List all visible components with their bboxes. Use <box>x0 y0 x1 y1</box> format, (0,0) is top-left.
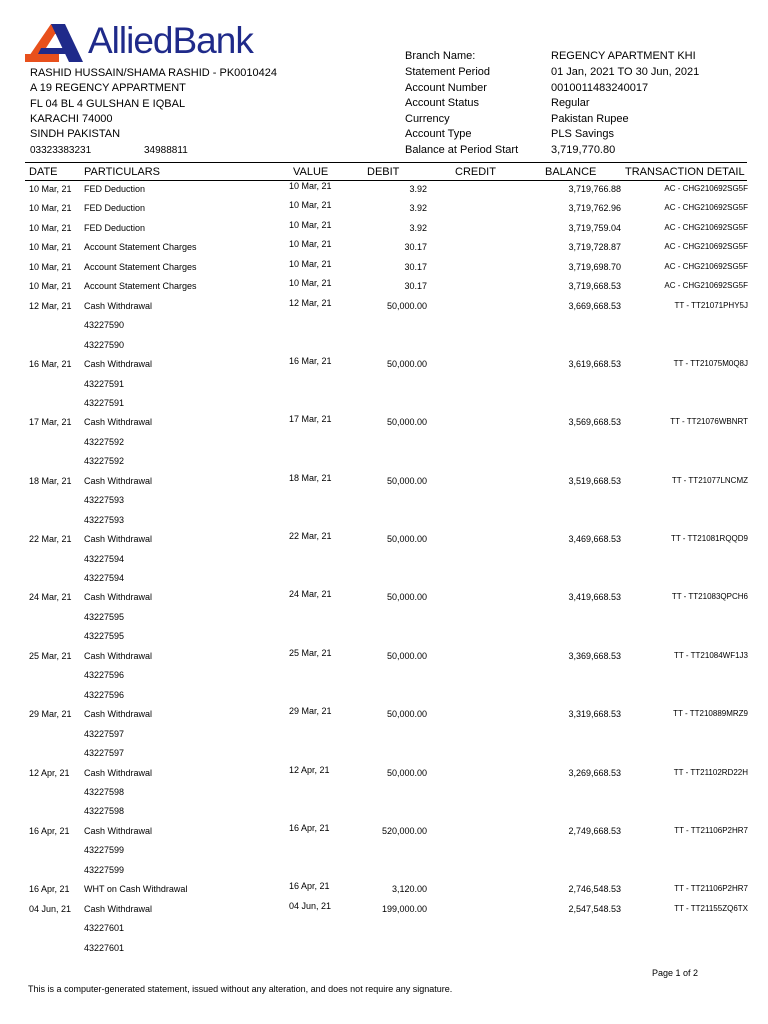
table-row <box>0 356 768 378</box>
row-balance: 3,569,668.53 <box>568 417 621 428</box>
row-balance: 3,719,759.04 <box>568 222 621 233</box>
table-row <box>0 297 768 320</box>
table-row <box>0 690 768 709</box>
table-row <box>0 923 768 942</box>
table-row <box>0 573 768 592</box>
row-debit: 50,000.00 <box>386 709 427 720</box>
row-particulars: Account Statement Charges <box>84 261 197 272</box>
table-row <box>0 900 768 923</box>
row-particulars: FED Deduction <box>84 203 146 214</box>
row-date: 12 Apr, 21 <box>29 767 70 778</box>
table-row <box>0 414 768 436</box>
row-debit: 50,000.00 <box>386 650 427 661</box>
col-header-debit: DEBIT <box>367 166 400 178</box>
table-row <box>0 787 768 806</box>
row-date: 16 Apr, 21 <box>29 825 70 836</box>
row-particulars: Cash Withdrawal <box>84 767 153 778</box>
row-date: 24 Mar, 21 <box>29 592 72 603</box>
row-debit: 50,000.00 <box>386 475 427 486</box>
bank-name: AlliedBank <box>88 20 253 61</box>
header-top-rule <box>25 162 747 163</box>
table-row <box>0 748 768 767</box>
row-debit: 30.17 <box>404 242 427 253</box>
col-header-date: DATE <box>29 166 58 178</box>
row-particulars: 43227595 <box>84 611 125 622</box>
customer-address-line3: KARACHI 74000 <box>30 113 113 125</box>
table-row <box>0 865 768 884</box>
customer-address-line2: FL 04 BL 4 GULSHAN E IQBAL <box>30 98 186 110</box>
col-header-balance: BALANCE <box>545 166 597 178</box>
customer-phone2: 34988811 <box>144 145 188 156</box>
row-debit: 50,000.00 <box>386 417 427 428</box>
row-debit: 30.17 <box>404 281 427 292</box>
row-balance: 3,719,766.88 <box>568 184 621 194</box>
customer-address-line1: A 19 REGENCY APPARTMENT <box>30 82 186 94</box>
row-balance: 3,719,668.53 <box>568 281 621 292</box>
row-value-date: 10 Mar, 21 <box>289 278 332 289</box>
row-particulars: 43227596 <box>84 689 125 700</box>
table-row <box>0 239 768 261</box>
table-row <box>0 631 768 650</box>
row-value-date: 17 Mar, 21 <box>289 414 332 425</box>
bank-logo <box>25 22 265 68</box>
row-debit: 30.17 <box>404 261 427 272</box>
row-date: 10 Mar, 21 <box>29 281 72 292</box>
row-date: 10 Mar, 21 <box>29 222 72 233</box>
row-balance: 2,547,548.53 <box>568 903 621 914</box>
row-particulars: Cash Withdrawal <box>84 825 153 836</box>
row-balance: 3,619,668.53 <box>568 359 621 370</box>
row-value-date: 10 Mar, 21 <box>289 219 332 230</box>
row-particulars: 43227598 <box>84 786 125 797</box>
row-value-date: 24 Mar, 21 <box>289 589 332 600</box>
header-bottom-rule <box>25 180 747 181</box>
row-date: 16 Mar, 21 <box>29 359 72 370</box>
row-date: 22 Mar, 21 <box>29 534 72 545</box>
row-value-date: 16 Apr, 21 <box>289 822 330 833</box>
table-row <box>0 495 768 514</box>
row-date: 12 Mar, 21 <box>29 300 72 311</box>
table-row <box>0 943 768 962</box>
row-particulars: 43227591 <box>84 378 125 389</box>
row-balance: 3,719,698.70 <box>568 261 621 272</box>
table-row <box>0 379 768 398</box>
row-balance: 3,719,762.96 <box>568 203 621 214</box>
row-value-date: 10 Mar, 21 <box>289 239 332 250</box>
row-value-date: 29 Mar, 21 <box>289 706 332 717</box>
table-row <box>0 258 768 281</box>
row-date: 10 Mar, 21 <box>29 261 72 272</box>
table-row <box>0 764 768 787</box>
row-balance: 3,719,728.87 <box>568 242 621 253</box>
row-particulars: 43227595 <box>84 631 125 642</box>
row-particulars: 43227596 <box>84 670 125 681</box>
row-particulars: 43227593 <box>84 495 125 506</box>
table-row <box>0 531 768 553</box>
row-particulars: FED Deduction <box>84 184 146 194</box>
col-header-credit: CREDIT <box>455 166 496 178</box>
row-particulars: FED Deduction <box>84 222 146 233</box>
row-balance: 3,469,668.53 <box>568 534 621 545</box>
row-value-date: 10 Mar, 21 <box>289 181 332 191</box>
row-particulars: 43227594 <box>84 553 125 564</box>
row-particulars: 43227597 <box>84 748 125 759</box>
row-date: 10 Mar, 21 <box>29 242 72 253</box>
row-balance: 3,319,668.53 <box>568 709 621 720</box>
row-date: 25 Mar, 21 <box>29 650 72 661</box>
table-row <box>0 612 768 631</box>
row-value-date: 04 Jun, 21 <box>289 900 332 911</box>
table-row <box>0 456 768 475</box>
row-value-date: 12 Apr, 21 <box>289 764 330 775</box>
table-row <box>0 219 768 242</box>
row-value-date: 10 Mar, 21 <box>289 258 332 269</box>
row-transaction-detail: TT - TT21083QPCH6 <box>671 592 748 602</box>
row-balance: 3,269,668.53 <box>568 767 621 778</box>
currency-value: Pakistan Rupee <box>551 113 629 125</box>
table-row <box>0 320 768 339</box>
table-row <box>0 589 768 611</box>
row-particulars: 43227599 <box>84 845 125 856</box>
allied-bank-logo-icon <box>25 24 87 68</box>
row-particulars: 43227594 <box>84 573 125 583</box>
row-transaction-detail: TT - TT21106P2HR7 <box>674 884 748 894</box>
row-transaction-detail: AC - CHG210692SG5F <box>664 281 748 291</box>
row-date: 18 Mar, 21 <box>29 475 72 486</box>
row-value-date: 12 Mar, 21 <box>289 297 332 308</box>
row-particulars: WHT on Cash Withdrawal <box>84 884 188 895</box>
row-particulars: Cash Withdrawal <box>84 300 153 311</box>
row-particulars: 43227598 <box>84 806 125 817</box>
account-type-value: PLS Savings <box>551 128 614 140</box>
col-header-value: VALUE <box>293 166 329 178</box>
row-particulars: Account Statement Charges <box>84 281 197 292</box>
row-particulars: 43227592 <box>84 456 125 467</box>
col-header-particulars: PARTICULARS <box>84 166 161 178</box>
account-status-label: Account Status <box>405 97 479 109</box>
row-transaction-detail: AC - CHG210692SG5F <box>664 184 748 193</box>
row-transaction-detail: TT - TT210889MRZ9 <box>673 709 748 719</box>
row-value-date: 10 Mar, 21 <box>289 200 332 211</box>
row-debit: 520,000.00 <box>381 825 427 836</box>
table-row <box>0 278 768 300</box>
row-value-date: 18 Mar, 21 <box>289 472 332 483</box>
row-debit: 50,000.00 <box>386 359 427 370</box>
row-particulars: 43227590 <box>84 320 125 331</box>
row-balance: 3,669,668.53 <box>568 300 621 311</box>
table-row <box>0 515 768 534</box>
row-particulars: 43227593 <box>84 514 125 525</box>
row-particulars: Cash Withdrawal <box>84 359 153 370</box>
row-debit: 50,000.00 <box>386 767 427 778</box>
table-row <box>0 670 768 689</box>
row-debit: 3.92 <box>409 203 427 214</box>
table-row <box>0 181 768 203</box>
row-date: 17 Mar, 21 <box>29 417 72 428</box>
table-row <box>0 729 768 748</box>
row-transaction-detail: TT - TT21076WBNRT <box>670 417 748 427</box>
row-transaction-detail: TT - TT21084WF1J3 <box>674 650 748 660</box>
col-header-transaction-detail: TRANSACTION DETAIL <box>625 166 745 178</box>
row-particulars: Cash Withdrawal <box>84 475 153 486</box>
row-particulars: Cash Withdrawal <box>84 417 153 428</box>
row-debit: 3.92 <box>409 184 427 194</box>
branch-label: Branch Name: <box>405 50 476 62</box>
row-particulars: Account Statement Charges <box>84 242 197 253</box>
row-debit: 50,000.00 <box>386 534 427 545</box>
table-row <box>0 398 768 417</box>
row-transaction-detail: AC - CHG210692SG5F <box>664 222 748 232</box>
row-date: 04 Jun, 21 <box>29 903 72 914</box>
period-value: 01 Jan, 2021 TO 30 Jun, 2021 <box>551 66 700 78</box>
period-label: Statement Period <box>405 66 490 78</box>
row-transaction-detail: TT - TT21071PHY5J <box>674 300 748 310</box>
balance-start-label: Balance at Period Start <box>405 144 519 156</box>
row-balance: 3,419,668.53 <box>568 592 621 603</box>
row-transaction-detail: AC - CHG210692SG5F <box>664 261 748 271</box>
row-transaction-detail: TT - TT21077LNCMZ <box>671 475 748 485</box>
row-particulars: Cash Withdrawal <box>84 709 153 720</box>
table-row <box>0 881 768 903</box>
table-row <box>0 340 768 359</box>
row-transaction-detail: TT - TT21106P2HR7 <box>674 825 748 835</box>
row-debit: 199,000.00 <box>381 903 427 914</box>
row-particulars: 43227601 <box>84 923 125 934</box>
row-date: 29 Mar, 21 <box>29 709 72 720</box>
account-number-label: Account Number <box>405 82 487 94</box>
row-debit: 50,000.00 <box>386 592 427 603</box>
row-value-date: 16 Mar, 21 <box>289 356 332 367</box>
row-date: 16 Apr, 21 <box>29 884 70 895</box>
table-row <box>0 706 768 728</box>
account-number-value: 0010011483240017 <box>551 82 649 94</box>
row-value-date: 22 Mar, 21 <box>289 531 332 542</box>
row-balance: 2,749,668.53 <box>568 825 621 836</box>
row-debit: 3.92 <box>409 222 427 233</box>
row-value-date: 25 Mar, 21 <box>289 647 332 658</box>
row-date: 10 Mar, 21 <box>29 203 72 214</box>
row-particulars: 43227591 <box>84 397 125 408</box>
row-value-date: 16 Apr, 21 <box>289 881 330 892</box>
table-row <box>0 845 768 864</box>
table-row <box>0 554 768 573</box>
row-transaction-detail: TT - TT21155ZQ6TX <box>674 903 748 913</box>
row-particulars: Cash Withdrawal <box>84 534 153 545</box>
balance-start-value: 3,719,770.80 <box>551 144 616 156</box>
row-particulars: 43227592 <box>84 436 125 447</box>
row-balance: 2,746,548.53 <box>568 884 621 895</box>
customer-name: RASHID HUSSAIN/SHAMA RASHID - PK0010424 <box>30 67 277 79</box>
customer-address-line4: SINDH PAKISTAN <box>30 128 121 140</box>
currency-label: Currency <box>405 113 450 125</box>
row-particulars: Cash Withdrawal <box>84 650 153 661</box>
table-row <box>0 437 768 456</box>
row-particulars: 43227597 <box>84 728 125 739</box>
row-particulars: 43227601 <box>84 942 125 953</box>
row-transaction-detail: TT - TT21075M0Q8J <box>673 359 748 369</box>
row-transaction-detail: AC - CHG210692SG5F <box>664 242 748 252</box>
row-particulars: Cash Withdrawal <box>84 592 153 603</box>
account-status-value: Regular <box>551 97 590 109</box>
table-row <box>0 647 768 670</box>
footer-note: This is a computer-generated statement, issued without any alteration, and does not require any signature. <box>28 984 453 994</box>
row-balance: 3,369,668.53 <box>568 650 621 661</box>
row-particulars: 43227590 <box>84 339 125 350</box>
row-balance: 3,519,668.53 <box>568 475 621 486</box>
customer-phone1: 03323383231 <box>30 145 92 156</box>
branch-value: REGENCY APARTMENT KHI <box>551 50 696 62</box>
page-number: Page 1 of 2 <box>652 968 699 978</box>
row-transaction-detail: TT - TT21102RD22H <box>673 767 748 777</box>
table-row <box>0 806 768 825</box>
row-debit: 50,000.00 <box>386 300 427 311</box>
row-transaction-detail: AC - CHG210692SG5F <box>664 203 748 213</box>
row-particulars: Cash Withdrawal <box>84 903 153 914</box>
table-row <box>0 822 768 845</box>
row-date: 10 Mar, 21 <box>29 184 72 194</box>
row-debit: 3,120.00 <box>391 884 427 895</box>
table-row <box>0 472 768 495</box>
account-type-label: Account Type <box>405 128 472 140</box>
row-particulars: 43227599 <box>84 864 125 875</box>
row-transaction-detail: TT - TT21081RQQD9 <box>670 534 748 544</box>
table-row <box>0 200 768 222</box>
